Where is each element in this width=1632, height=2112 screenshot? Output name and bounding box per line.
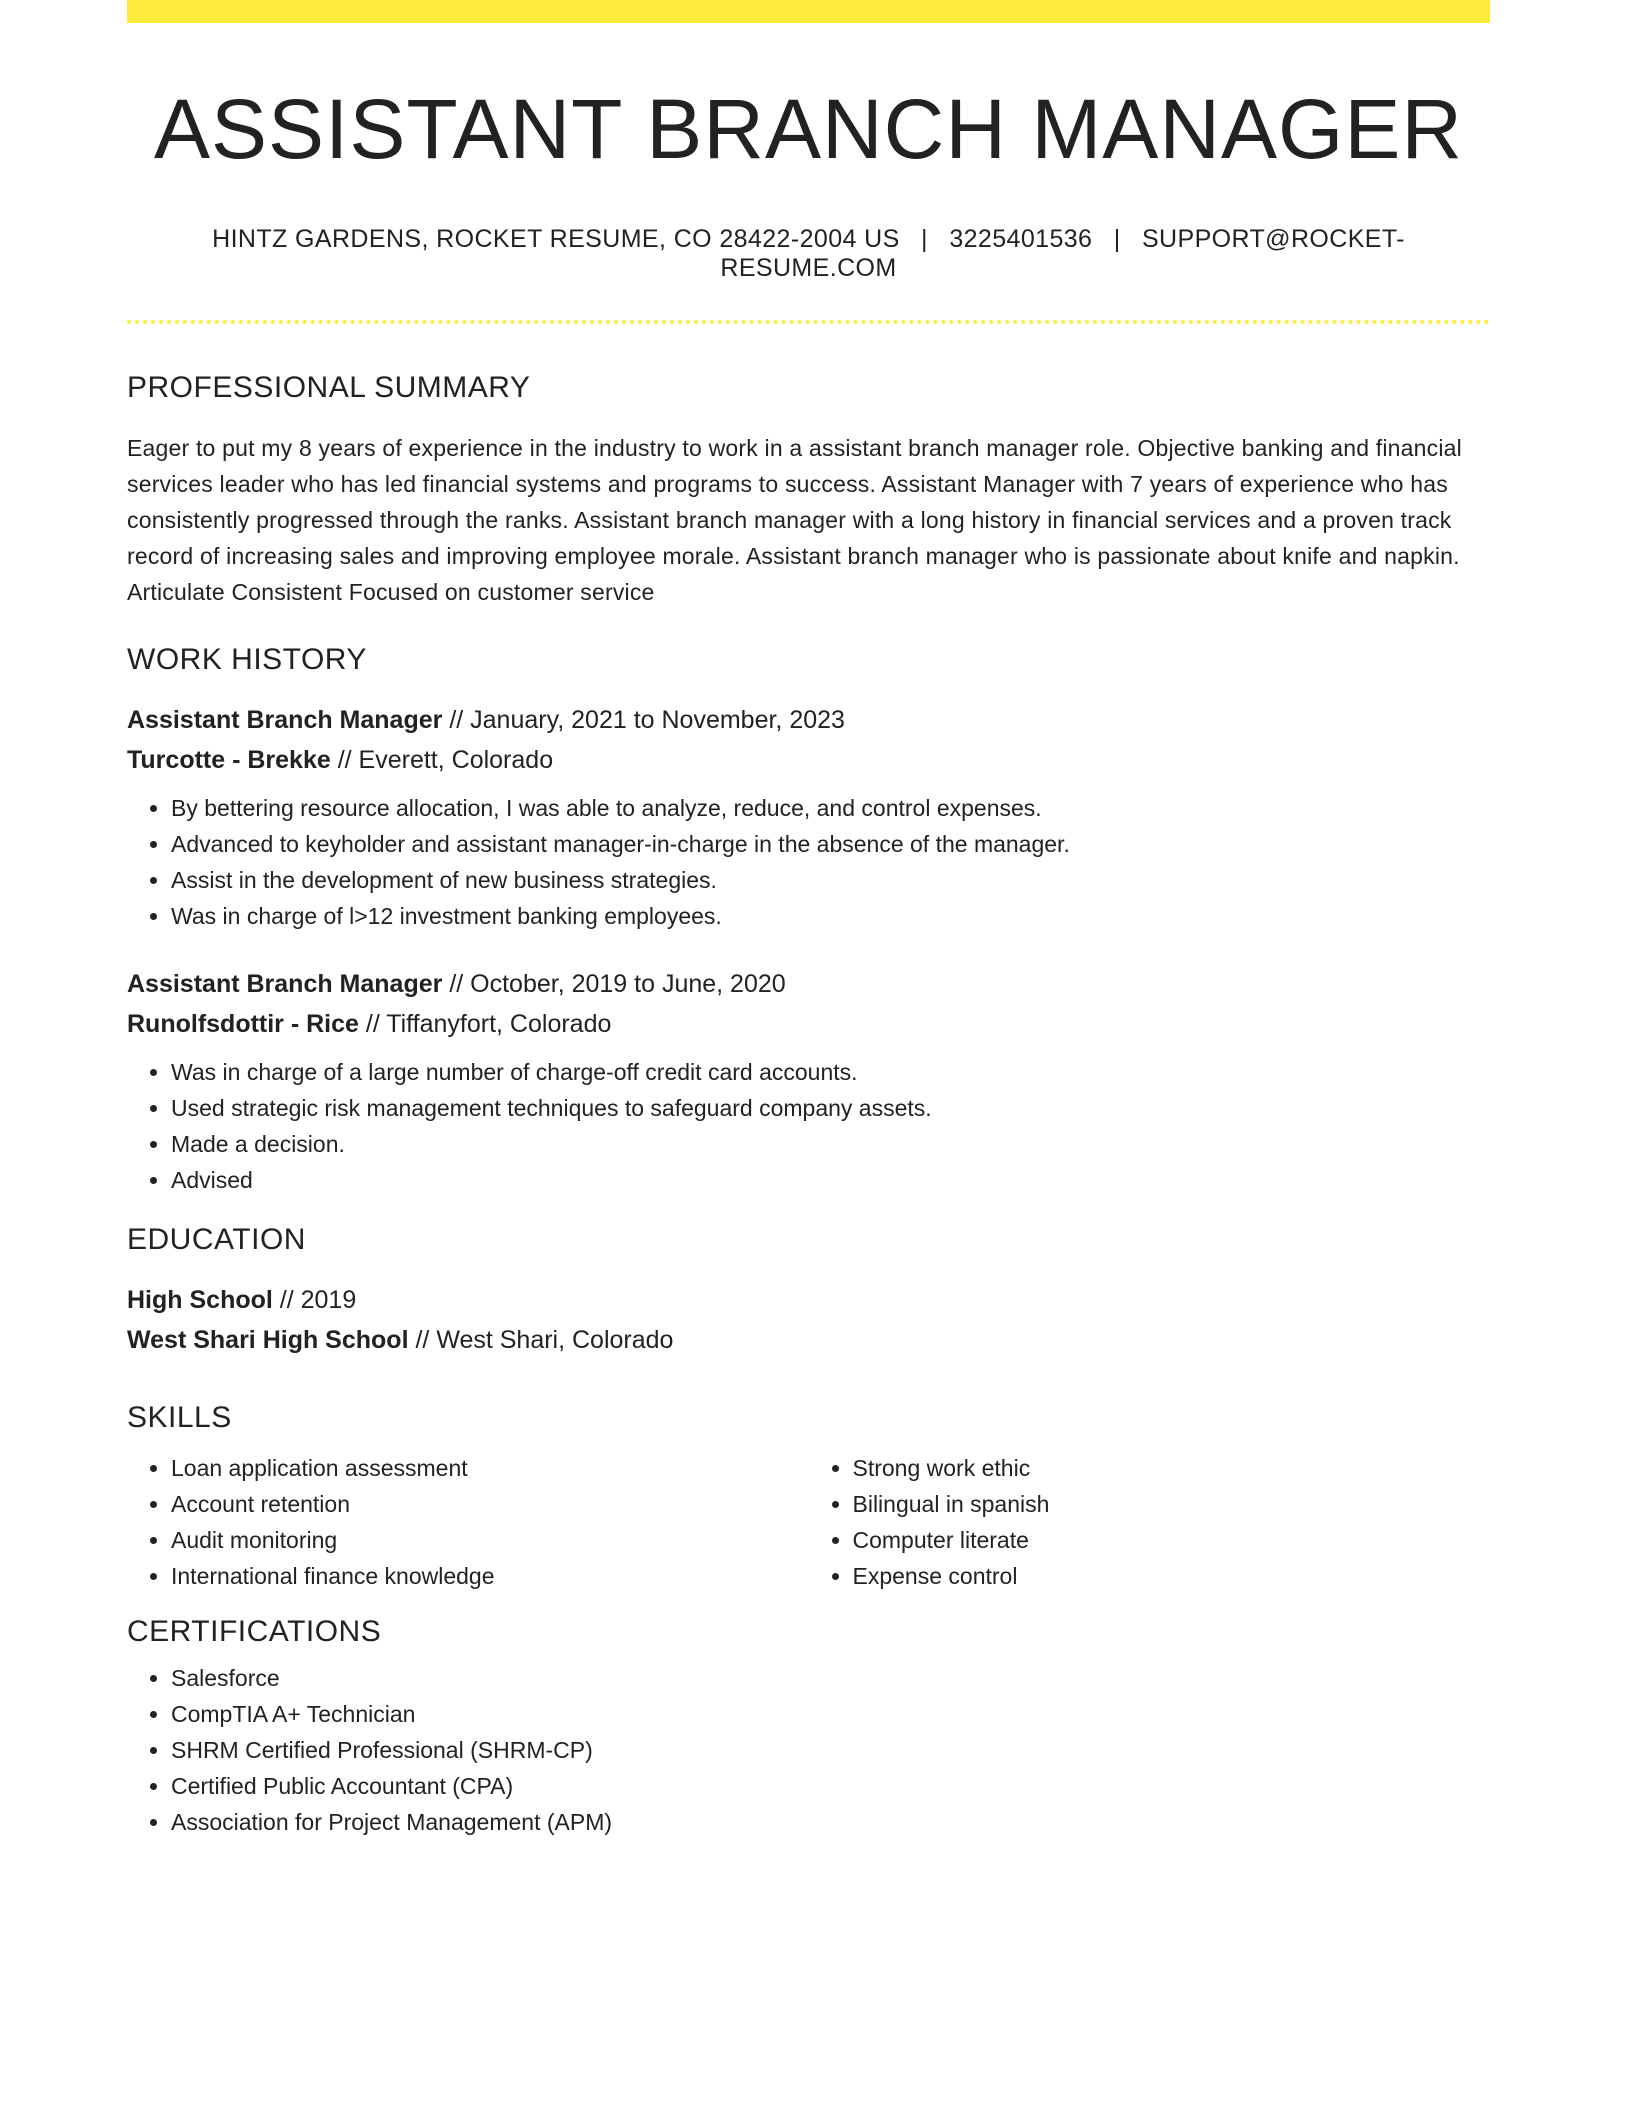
education-year: // 2019 [272,1286,357,1315]
job-dates: // October, 2019 to June, 2020 [442,970,786,999]
list-item: • Was in charge of a large number of charge-off credit card accounts. [171,1054,1490,1090]
list-item: • Used strategic risk management techniques to safeguard company assets. [171,1090,1490,1126]
resume-page [127,0,1490,1840]
contact-email: SUPPORT@ROCKET-RESUME.COM [720,225,1405,283]
education-degree: High School [127,1286,273,1315]
list-item: • Bilingual in spanish [853,1486,1491,1522]
job-role: Assistant Branch Manager [127,970,443,999]
job-dates: // January, 2021 to November, 2023 [442,706,845,735]
contact-separator: | [1113,225,1121,254]
list-item: • Assist in the development of new business strategies. [171,862,1490,898]
list-item: • Certified Public Accountant (CPA) [171,1768,1490,1804]
education-school: West Shari High School [127,1326,409,1355]
certifications-list [127,1660,1490,1840]
list-item: • Salesforce [171,1660,1490,1696]
list-item: • Audit monitoring [171,1522,809,1558]
list-item: • By bettering resource allocation, I was able to analyze, reduce, and control expenses. [171,790,1490,826]
list-item: • Was in charge of l>12 investment banking employees. [171,898,1490,934]
accent-top-bar [127,0,1490,23]
list-item: • International finance knowledge [171,1558,809,1594]
list-item: • Made a decision. [171,1126,1490,1162]
job-role: Assistant Branch Manager [127,706,443,735]
contact-phone: 3225401536 [949,225,1093,254]
job-company-line [127,1004,1490,1044]
education-degree-line [127,1280,1490,1320]
job-company: Turcotte - Brekke [127,746,331,775]
list-item: • Advanced to keyholder and assistant manager-in-charge in the absence of the manager. [171,826,1490,862]
section-title-summary: PROFESSIONAL SUMMARY [127,371,531,405]
list-item: • Loan application assessment [171,1450,809,1486]
section-title-education: EDUCATION [127,1223,306,1257]
summary-text: Eager to put my 8 years of experience in the industry to work in a assistant branch manager role. Objective banking and financial services leader who has led financial systems and programs to success. Assistant Manager with 7 years of experience who has consistently progressed through the ranks. Assistant branch manager with a long history in financial services and a proven track record of increasing sales and improving employee morale. Assistant branch manager who is passionate about knife and napkin. Articulate Consistent Focused on customer service [127,435,1462,606]
education-location: // West Shari, Colorado [408,1326,674,1355]
job-entry [127,700,1490,934]
list-item: • SHRM Certified Professional (SHRM-CP) [171,1732,1490,1768]
job-company: Runolfsdottir - Rice [127,1010,359,1039]
education-school-line [127,1320,1490,1360]
education-entry [127,1280,1490,1360]
job-location: // Tiffanyfort, Colorado [358,1010,612,1039]
dotted-divider [127,320,1490,324]
section-title-work-history: WORK HISTORY [127,643,367,677]
skills-list-left [127,1450,809,1594]
contact-address: HINTZ GARDENS, ROCKET RESUME, CO 28422-2004 US [212,225,900,254]
list-item: • Expense control [853,1558,1491,1594]
job-bullets [127,1054,1490,1198]
list-item: • Account retention [171,1486,809,1522]
section-title-certifications: CERTIFICATIONS [127,1615,382,1649]
list-item: • Association for Project Management (APM) [171,1804,1490,1840]
list-item: • Advised [171,1162,1490,1198]
job-company-line [127,740,1490,780]
job-bullets [127,790,1490,934]
list-item: • Strong work ethic [853,1450,1491,1486]
contact-separator: | [921,225,928,254]
list-item: • CompTIA A+ Technician [171,1696,1490,1732]
skills-list-right [809,1450,1491,1594]
contact-line [127,225,1490,283]
job-role-line [127,964,1490,1004]
section-title-skills: SKILLS [127,1401,232,1435]
job-entry [127,964,1490,1198]
skills-grid [127,1450,1490,1594]
job-location: // Everett, Colorado [330,746,554,775]
job-role-line [127,700,1490,740]
resume-title: ASSISTANT BRANCH MANAGER [153,82,1464,176]
list-item: • Computer literate [853,1522,1491,1558]
